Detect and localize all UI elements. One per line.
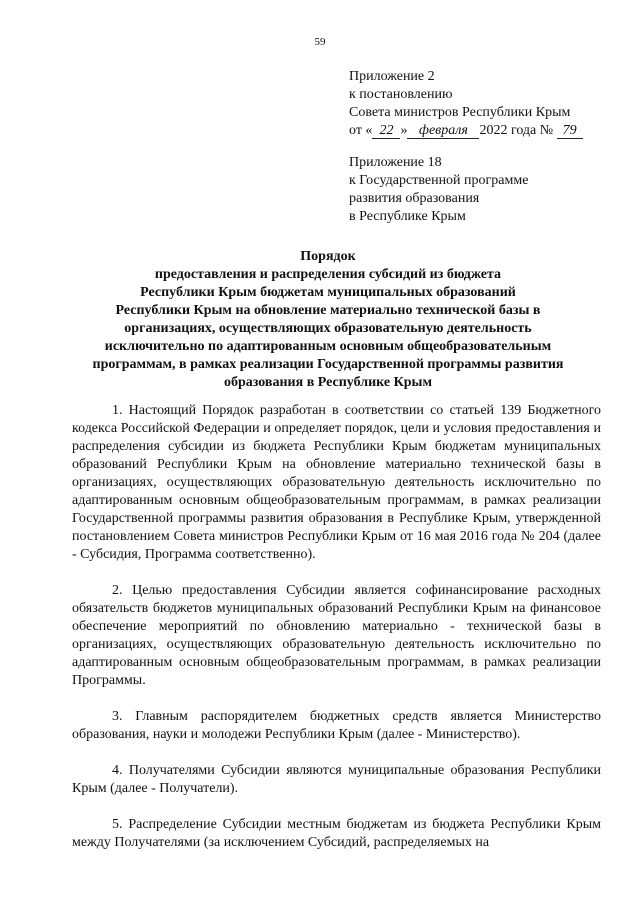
resolution-date-line xyxy=(349,122,619,140)
appendix-line: к Государственной программе xyxy=(349,173,529,188)
appendix-line: в Республике Крым xyxy=(349,209,466,224)
date-year: 2022 года № xyxy=(479,123,554,138)
appendix-line: развития образования xyxy=(349,191,480,206)
paragraph-3: 3. Главным распорядителем бюджетных средств является Министерство образования, науки и молодежи Республики Крым (далее - Министерство). xyxy=(72,709,601,742)
appendix-line: Приложение 18 xyxy=(349,155,442,170)
appendix-2-header xyxy=(349,68,619,140)
title-line: исключительно по адаптированным основным общеобразовательным xyxy=(104,339,552,354)
handwritten-day: 22 xyxy=(372,123,400,139)
document-title xyxy=(72,248,584,392)
title-line: Республики Крым бюджетам муниципальных образований xyxy=(140,285,516,300)
paragraph-1: 1. Настоящий Порядок разработан в соответствии со статьей 139 Бюджетного кодекса Российской Федерации и определяет порядок, цели и условия предоставления и распределения субсидии из бюджета Республики Крым бюджетам муниципальных образований Республики Крым на обновление материально технической базы в организациях, осуществляющих образовательную деятельность исключительно по адаптированным основным общеобразовательным программам, в рамках реализации Государственной программы развития образования в Республике Крым, утвержденной постановлением Совета министров Республики Крым от 16 мая 2016 года № 204 (далее - Субсидия, Программа соответственно). xyxy=(72,403,601,562)
title-line: программам, в рамках реализации Государственной программы развития xyxy=(92,357,564,372)
appendix-line: Приложение 2 xyxy=(349,69,435,84)
title-line: образования в Республике Крым xyxy=(223,375,433,390)
appendix-line: к постановлению xyxy=(349,87,453,102)
appendix-line: Совета министров Республики Крым xyxy=(349,105,571,120)
handwritten-month: февраля xyxy=(407,123,479,139)
document-body xyxy=(72,402,601,870)
paragraph-4: 4. Получателями Субсидии являются муниципальные образования Республики Крым (далее - Получатели). xyxy=(72,763,601,796)
title-line: Республики Крым на обновление материально технической базы в xyxy=(115,303,541,318)
paragraph-2: 2. Целью предоставления Субсидии является софинансирование расходных обязательств бюджетов муниципальных образований Республики Крым на финансовое обеспечение мероприятий по обновлению материально - технической базы в организациях, осуществляющих образовательную деятельность исключительно по адаптированным основным общеобразовательным программам, в рамках реализации Программы. xyxy=(72,583,601,688)
paragraph-5: 5. Распределение Субсидии местным бюджетам из бюджета Республики Крым между Получателями (за исключением Субсидий, распределяемых на xyxy=(72,817,601,850)
page-number: 59 xyxy=(314,36,326,48)
date-prefix: от « xyxy=(349,123,373,138)
title-line: организациях, осуществляющих образовательную деятельность xyxy=(124,321,532,336)
handwritten-resolution-number: 79 xyxy=(557,123,583,139)
appendix-18-header xyxy=(349,154,619,226)
title-line: предоставления и распределения субсидий из бюджета xyxy=(154,267,502,282)
date-quote-close: » xyxy=(400,123,408,138)
title-line: Порядок xyxy=(300,249,356,264)
